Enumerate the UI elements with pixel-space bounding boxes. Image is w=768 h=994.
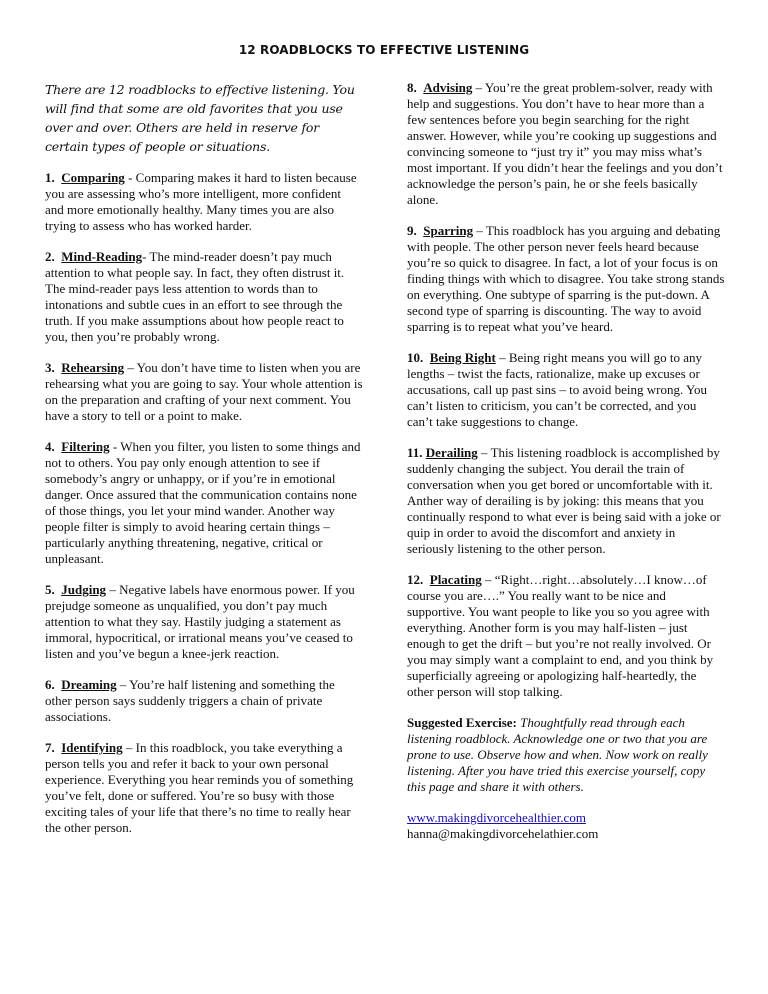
item-number: 5. <box>45 582 55 597</box>
roadblock-sparring <box>407 223 725 335</box>
item-term: Dreaming <box>61 677 117 692</box>
item-number: 2. <box>45 249 55 264</box>
item-term: Filtering <box>61 439 110 454</box>
item-separator: – <box>116 677 130 692</box>
roadblock-filtering <box>45 439 363 567</box>
item-number: 8. <box>407 80 417 95</box>
item-separator: – <box>472 80 485 95</box>
roadblock-dreaming <box>45 677 363 725</box>
item-text: You’re the great problem-solver, ready with help and suggestions. You don’t have to hear more than a few sentences before you begin searching for the right answer. However, while you’re cooking up suggestions and convincing someone to “just try it” you may miss what’s most important. If you didn’t hear the feelings and you don’t acknowledge the person’s pain, he or she feels basically alone. <box>407 80 723 207</box>
item-number: 9. <box>407 223 417 238</box>
roadblock-identifying <box>45 740 363 836</box>
roadblock-rehearsing <box>45 360 363 424</box>
left-column <box>45 80 363 851</box>
item-separator: – <box>124 360 137 375</box>
item-number: 4. <box>45 439 55 454</box>
item-text: Negative labels have enormous power. If you prejudge someone as unqualified, you don’t pay much attention to what they say. Hastily judging a statement as immoral, hypocritical, or irrational means you’ve ceased to listen and you’ve begun a knee-jerk reaction. <box>45 582 355 661</box>
page-title: 12 ROADBLOCKS TO EFFECTIVE LISTENING <box>238 43 530 57</box>
exercise-text: Thoughtfully read through each listening roadblock. Acknowledge one or two that you are prone to use. Observe how and when. Now work on really listening. After you have tried this exercise yourself, copy this page and share it with others. <box>407 715 708 794</box>
item-term: Derailing <box>425 445 478 460</box>
item-number: 3. <box>45 360 55 375</box>
item-number: 1. <box>45 170 55 185</box>
item-term: Sparring <box>423 223 474 238</box>
item-separator: - <box>142 249 150 264</box>
item-separator: – <box>477 445 491 460</box>
item-separator: – <box>473 223 486 238</box>
item-number: 11. <box>407 445 423 460</box>
roadblock-being-right <box>407 350 725 430</box>
item-text: The mind-reader doesn’t pay much attention to what people say. In fact, they often distrust it. The mind-reader pays less attention to words than to intonations and subtle cues in an effort to see through the truth. If you make assumptions about how people react to you, then you’re probably wrong. <box>45 249 345 344</box>
contact-block <box>407 810 725 842</box>
item-text: You’re half listening and something the other person says suddenly triggers a chain of private associations. <box>45 677 335 724</box>
item-text: This listening roadblock is accomplished by suddenly changing the subject. You derail the train of conversation when you get bored or uncomfortable with it. Anther way of derailing is by joking: this means that you continually respond to what ever is being said with a joke or quip in order to avoid the discomfort and anxiety in seriously listening to the other person. <box>407 445 721 556</box>
roadblock-judging <box>45 582 363 662</box>
item-separator: – <box>495 350 509 365</box>
item-separator: – <box>122 740 136 755</box>
item-number: 7. <box>45 740 55 755</box>
exercise-label: Suggested Exercise: <box>407 715 517 730</box>
item-text: You don’t have time to listen when you are rehearsing what you are going to say. Your whole attention is on the preparation and crafting of your next comment. You have a story to tell or a point to make. <box>45 360 363 423</box>
item-text: When you filter, you listen to some things and not to others. You pay only enough attention to see if somebody’s angry or unhappy, or if you’re in emotional danger. Once assured that the communication contains none of those things, you let your mind wander. Another way people filter is simply to avoid hearing certain things – particularly anything threatening, negative, critical or unpleasant. <box>45 439 361 566</box>
intro-paragraph: There are 12 roadblocks to effective listening. You will find that some are old favorites that you use over and over. Others are held in reserve for certain types of people or situations. <box>45 82 355 154</box>
item-number: 10. <box>407 350 424 365</box>
item-text: This roadblock has you arguing and debating with people. The other person never feels heard because you’re so quick to disagree. In fact, a lot of your focus is on finding things with which to disagree. You take strong stands on everything. One subtype of sparring is the put-down. A second type of sparring is discounting. The way to avoid sparring is to repeat what you’ve heard. <box>407 223 725 334</box>
item-text: Being right means you will go to any lengths – twist the facts, rationalize, make up excuses or accusations, call up past sins – to avoid being wrong. You can’t listen to criticism, you can’t be corrected, and you can’t take suggestions to change. <box>407 350 708 429</box>
item-text: In this roadblock, you take everything a person tells you and refer it back to your own personal experience. Everything you hear reminds you of something you’ve felt, done or suffered. You’re so busy with those exciting tales of your life that there’s no time to really hear the other person. <box>45 740 354 835</box>
roadblock-advising <box>407 80 725 208</box>
item-term: Rehearsing <box>61 360 125 375</box>
item-term: Placating <box>429 572 482 587</box>
item-separator: – <box>106 582 120 597</box>
item-number: 12. <box>407 572 424 587</box>
item-separator: - <box>124 170 136 185</box>
contact-email: hanna@makingdivorcehelathier.com <box>407 826 599 841</box>
item-term: Mind-Reading <box>61 249 143 264</box>
item-term: Advising <box>423 80 473 95</box>
right-column <box>407 80 725 842</box>
item-text: “Right…right…absolutely…I know…of course you are….” You really want to be nice and supportive. You want people to like you so you agree with everything. Another form is you may half-listen – just enough to get the drift – but you’re not really involved. Or you may simply want a complaint to end, and you think by superficially agreeing or apologizing half-heartedly, the other person will stop talking. <box>407 572 714 699</box>
item-term: Judging <box>61 582 107 597</box>
item-separator: – <box>481 572 495 587</box>
roadblock-comparing <box>45 170 363 234</box>
roadblock-mind-reading <box>45 249 363 345</box>
roadblock-placating <box>407 572 725 700</box>
roadblock-derailing <box>407 445 725 557</box>
item-term: Identifying <box>61 740 123 755</box>
suggested-exercise <box>407 715 725 795</box>
item-term: Comparing <box>61 170 125 185</box>
item-number: 6. <box>45 677 55 692</box>
item-text: Comparing makes it hard to listen because you are assessing who’s more intelligent, more confident and more emotionally healthy. Many times you are also trying to assess who has worked harder. <box>45 170 357 233</box>
website-link[interactable]: www.makingdivorcehealthier.com <box>407 810 586 825</box>
item-separator: - <box>109 439 121 454</box>
item-term: Being Right <box>429 350 496 365</box>
